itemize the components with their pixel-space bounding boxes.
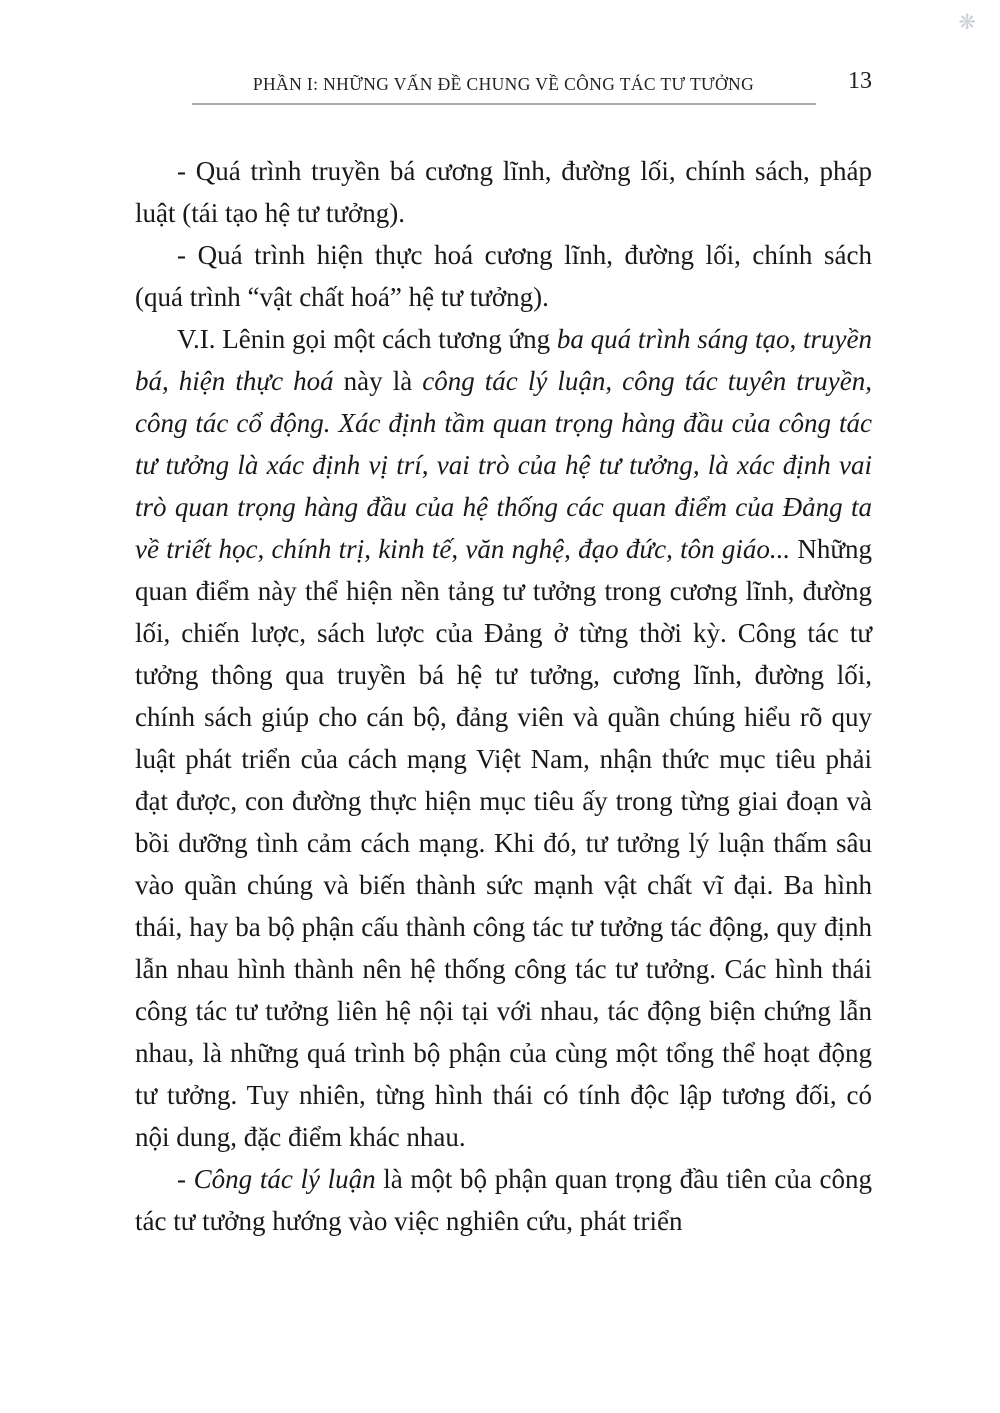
running-header-title: PHẦN I: NHỮNG VẤN ĐỀ CHUNG VỀ CÔNG TÁC TƯ TƯỞNG [252, 74, 755, 94]
text-run: V.I. Lênin gọi một cách tương ứng [177, 324, 557, 354]
text-run-italic: Công tác lý luận [193, 1164, 376, 1194]
header-rule [192, 103, 816, 105]
text-run-italic: công tác lý luận, công tác tuyên truyền, công tác cổ động. Xác định tầm quan trọng hàng đầu của công tác tư tưởng là xác định vị trí, vai trò của hệ tư tưởng, là xác định vai trò quan trọng hàng đầu của hệ thống các quan điểm của Đảng ta về triết học, chính trị, kinh tế, văn nghệ, đạo đức, tôn giáo... [135, 366, 872, 564]
text-run: Những quan điểm này thể hiện nền tảng tư tưởng trong cương lĩnh, đường lối, chiến lược, sách lược của Đảng ở từng thời kỳ. Công tác tư tưởng thông qua truyền bá hệ tư tưởng, cương lĩnh, đường lối, chính sách giúp cho cán bộ, đảng viên và quần chúng hiểu rõ quy luật phát triển của cách mạng Việt Nam, nhận thức mục tiêu phải đạt được, con đường thực hiện mục tiêu ấy trong từng giai đoạn và bồi dưỡng tình cảm cách mạng. Khi đó, tư tưởng lý luận thấm sâu vào quần chúng và biến thành sức mạnh vật chất vĩ đại. Ba hình thái, hay ba bộ phận cấu thành công tác tư tưởng tác động, quy định lẫn nhau hình thành nên hệ thống công tác tư tưởng. Các hình thái công tác tư tưởng liên hệ nội tại với nhau, tác động biện chứng lẫn nhau, là những quá trình bộ phận của cùng một tổng thể hoạt động tư tưởng. Tuy nhiên, từng hình thái có tính độc lập tương đối, có nội dung, đặc điểm khác nhau. [135, 534, 872, 1152]
text-run: - Quá trình hiện thực hoá cương lĩnh, đường lối, chính sách (quá trình “vật chất hoá” hệ tư tưởng). [135, 240, 872, 312]
flower-ornament-icon: ❋ [958, 10, 976, 34]
paragraph [135, 150, 872, 234]
text-run-italic: ba quá trình sáng tạo, truyền bá, hiện thực hoá [135, 324, 872, 396]
body-text [135, 150, 872, 1242]
paragraph [135, 1158, 872, 1242]
text-run: - [177, 1164, 194, 1194]
paragraph [135, 318, 872, 1158]
page-number: 13 [848, 68, 872, 94]
text-run: - Quá trình truyền bá cương lĩnh, đường lối, chính sách, pháp luật (tái tạo hệ tư tưởng). [135, 156, 872, 228]
text-run: là một bộ phận quan trọng đầu tiên của công tác tư tưởng hướng vào việc nghiên cứu, phát triển [135, 1164, 873, 1236]
running-header [135, 68, 872, 105]
paragraph [135, 234, 872, 318]
text-run: này là [333, 366, 423, 396]
